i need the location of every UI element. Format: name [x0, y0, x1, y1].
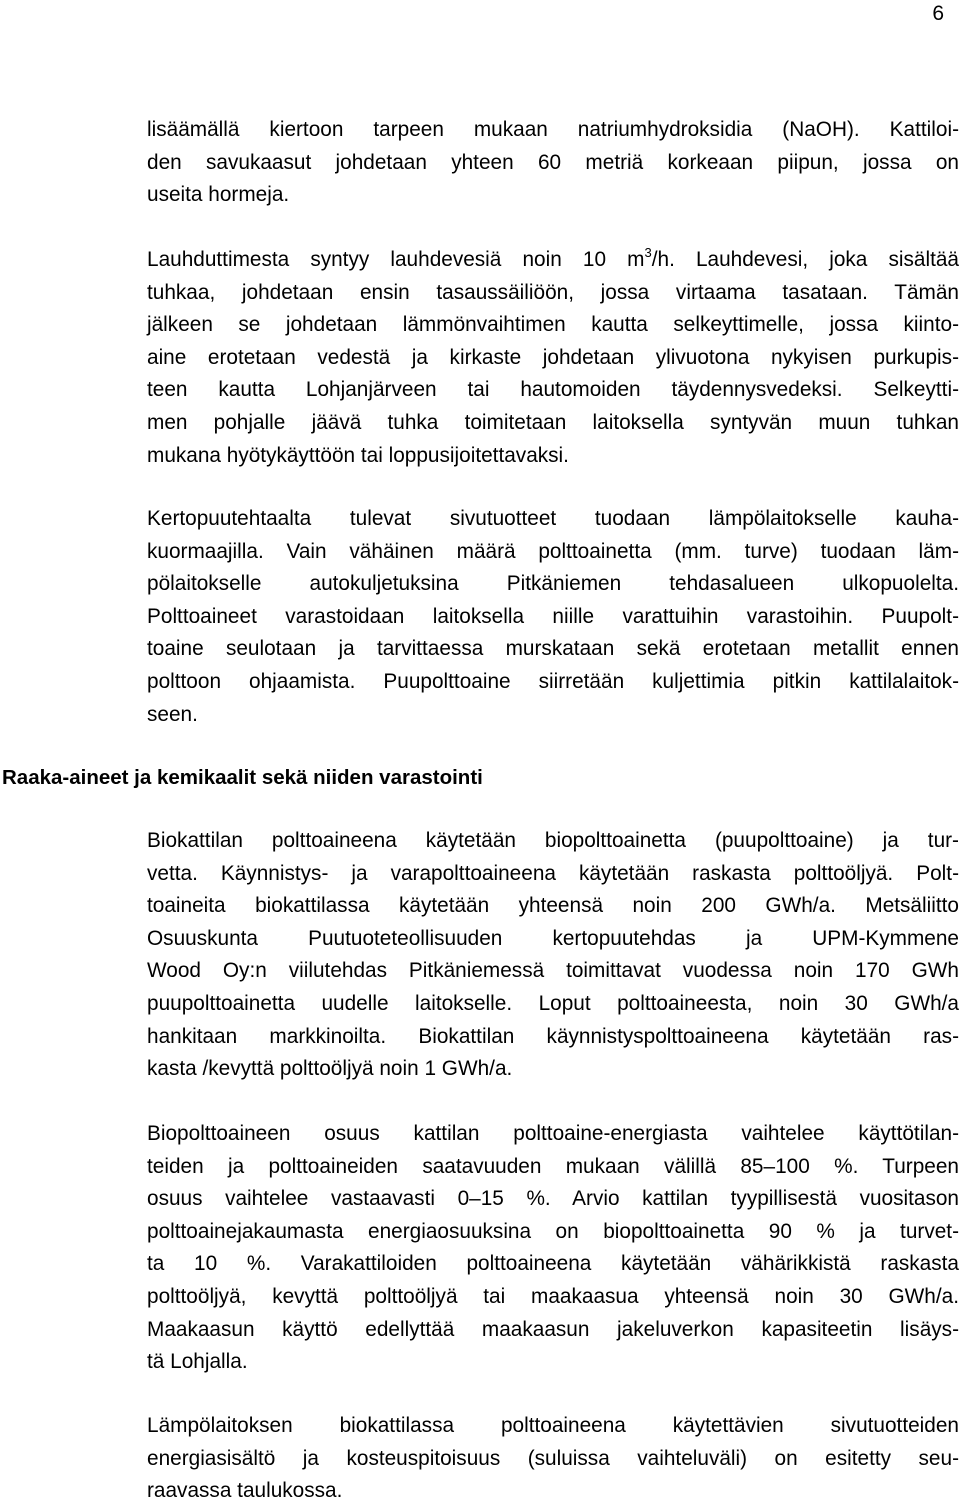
text-line: Osuuskunta Puutuoteteollisuuden kertopuutehdas ja UPM-Kymmene	[147, 926, 959, 950]
text-line: raavassa taulukossa.	[147, 1479, 343, 1498]
text-line: seen.	[147, 702, 198, 726]
text-line: osuus vaihtelee vastaavasti 0–15 %. Arvio kattilan tyypillisestä vuositason	[147, 1187, 959, 1211]
text-line	[147, 244, 959, 277]
text-line: lisäämällä kiertoon tarpeen mukaan natriumhydroksidia (NaOH). Kattiloi-	[147, 118, 959, 141]
text-line: polttoöljyä, kevyttä polttoöljyä tai maakaasua yhteensä noin 30 GWh/a.	[147, 1284, 959, 1308]
text-line: polttoon ohjaamista. Puupolttoaine siirretään kuljettimia pitkin kattilalaitok-	[147, 669, 959, 693]
paragraph-3	[147, 503, 959, 731]
text-line: vetta. Käynnistys- ja varapolttoaineena käytetään raskasta polttoöljyä. Polt-	[147, 861, 959, 885]
text-fragment: Lauhduttimesta syntyy lauhdevesiä noin 10 m	[147, 248, 645, 271]
text-line: Kertopuutehtaalta tulevat sivutuotteet tuodaan lämpölaitokselle kauha-	[147, 507, 959, 530]
paragraph-1	[147, 114, 959, 212]
text-line: energiasisältö ja kosteuspitoisuus (suluissa vaihteluväli) on esitetty seu-	[147, 1446, 959, 1470]
superscript: 3	[644, 245, 652, 261]
text-line: tuhkaa, johdetaan ensin tasaussäiliöön, jossa virtaama tasataan. Tämän	[147, 280, 959, 304]
paragraph-4	[147, 825, 959, 1086]
text-line: kasta /kevyttä polttoöljyä noin 1 GWh/a.	[147, 1057, 513, 1081]
page-number: 6	[932, 2, 944, 25]
text-line: jälkeen se johdetaan lämmönvaihtimen kautta selkeyttimelle, jossa kiinto-	[147, 313, 959, 337]
text-line: ta 10 %. Varakattiloiden polttoaineena käytetään vähärikkistä raskasta	[147, 1252, 959, 1276]
text-line: Polttoaineet varastoidaan laitoksella niille varattuihin varastoihin. Puupolt-	[147, 604, 959, 628]
text-line: Wood Oy:n viilutehdas Pitkäniemessä toimittavat vuodessa noin 170 GWh	[147, 959, 959, 983]
text-line: Biokattilan polttoaineena käytetään biopolttoainetta (puupolttoaine) ja tur-	[147, 829, 959, 852]
text-line: aine erotetaan vedestä ja kirkaste johdetaan ylivuotona nykyisen purkupis-	[147, 345, 959, 369]
text-line: Maakaasun käyttö edellyttää maakaasun jakeluverkon kapasiteetin lisäys-	[147, 1317, 959, 1341]
text-line: teen kautta Lohjanjärveen tai hautomoiden täydennysvedeksi. Selkeytti-	[147, 378, 959, 402]
text-line: pölaitokselle autokuljetuksina Pitkäniemen tehdasalueen ulkopuolelta.	[147, 572, 959, 596]
text-line: men pohjalle jäävä tuhka toimitetaan laitoksella syntyvän muun tuhkan	[147, 410, 959, 434]
paragraph-2	[147, 244, 959, 472]
text-line: polttoainejakaumasta energiaosuuksina on biopolttoainetta 90 % ja turvet-	[147, 1219, 959, 1243]
text-line: kuormaajilla. Vain vähäinen määrä polttoainetta (mm. turve) tuodaan läm-	[147, 539, 959, 563]
text-line: toaineita biokattilassa käytetään yhteensä noin 200 GWh/a. Metsäliitto	[147, 894, 959, 918]
text-line: den savukaasut johdetaan yhteen 60 metriä korkeaan piipun, jossa on	[147, 150, 959, 174]
text-line: Biopolttoaineen osuus kattilan polttoaine-energiasta vaihtelee käyttötilan-	[147, 1122, 959, 1145]
text-line: useita hormeja.	[147, 183, 290, 207]
paragraph-6	[147, 1410, 959, 1498]
text-line: mukana hyötykäyttöön tai loppusijoitettavaksi.	[147, 443, 569, 467]
text-line: teiden ja polttoaineiden saatavuuden mukaan välillä 85–100 %. Turpeen	[147, 1154, 959, 1178]
text-line: puupolttoainetta uudelle laitokselle. Loput polttoaineesta, noin 30 GWh/a	[147, 991, 959, 1015]
text-fragment: /h. Lauhdevesi, joka sisältää	[651, 248, 960, 271]
text-line: Lämpölaitoksen biokattilassa polttoaineena käytettävien sivutuotteiden	[147, 1414, 959, 1437]
paragraph-5	[147, 1118, 959, 1379]
text-line: tä Lohjalla.	[147, 1350, 248, 1374]
text-line: toaine seulotaan ja tarvittaessa murskataan sekä erotetaan metallit ennen	[147, 637, 959, 661]
text-line: hankitaan markkinoilta. Biokattilan käynnistyspolttoaineena käytetään ras-	[147, 1024, 959, 1048]
section-heading: Raaka-aineet ja kemikaalit sekä niiden varastointi	[2, 766, 483, 789]
